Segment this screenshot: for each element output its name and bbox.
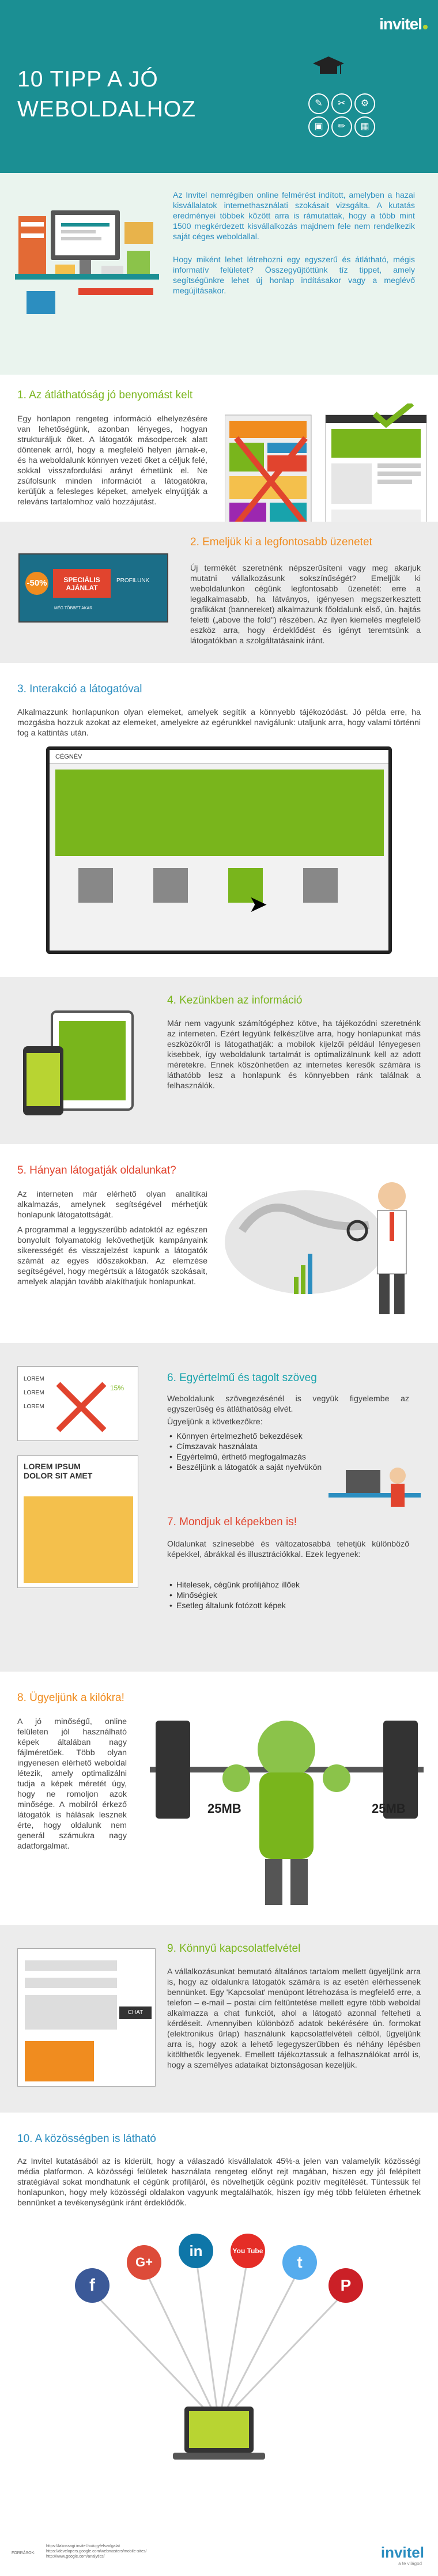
mock-list-1: LOREM <box>24 1376 44 1382</box>
source-link[interactable]: https://developers.google.com/webmasters/mobile-sites/ <box>46 2549 147 2554</box>
grid-icon: ▦ <box>354 116 375 137</box>
section-10-text: Az Invitel kutatásából az is kiderült, hogy a válaszadó kisvállalatok 45%-a jelen van valamelyik közösségi média platformon. A közösségi felületek használata rengeteg előnyt rejt magában, hiszen egy jól felépített stratégiával sokat mondhatunk el cégünk profiljáról, és növelhetjük cégünk pozitív megítélését. Tüntessük fel honlapunkon, hogy mely közösségi oldalakon vagyunk megtalálhatók, hiszen így még több felületen érhetnek bennünket a tevékenységünk iránt érdeklődők. <box>17 2157 421 2208</box>
hero <box>0 0 438 375</box>
pinterest-icon: P <box>328 2268 363 2303</box>
map-block <box>25 2041 94 2081</box>
weightlifter-illustration <box>144 1686 429 1911</box>
list-item: • Könnyen értelmezhető bekezdések <box>167 1431 409 1441</box>
section-6-sub: Ügyeljünk a következőkre: <box>167 1417 263 1427</box>
section-3-title: 3. Interakció a látogatóval <box>17 683 142 695</box>
contact-form-mockup <box>17 1948 156 2087</box>
section-3 <box>0 663 438 977</box>
section-9-title: 9. Könnyű kapcsolatfelvétel <box>167 1943 301 1955</box>
graduation-hat-icon <box>312 55 345 78</box>
list-item: • Egyértelmű, érthető megfogalmazás <box>167 1451 409 1462</box>
section-10-title: 10. A közösségben is látható <box>17 2133 156 2145</box>
wrench-icon: ✂ <box>331 93 352 114</box>
section-8 <box>0 1672 438 1925</box>
intro-text: Az Invitel nemrégiben online felmérést indított, amelyben a hazai kisvállalatok internethasználati szokásait vizsgálta. A kutatás eredményei többek között arra is rámutattak, hogy a több mint 1500 megkérdezett kisvállalkozás majdnem fele nem rendelkezik saját céges weboldallal. Hogy miként lehet létrehozni egy egyszerű és átlátható, mégis informatív felületet? Összegyűjtöttünk tíz tippet, amely segítségünkre lehet új honlap indításakor vagy a meglévő megújításakor. <box>173 191 415 296</box>
image-icon: ▣ <box>308 116 329 137</box>
section-3-text: Alkalmazzunk honlapunkon olyan elemeket, amelyek segítik a könnyebb tájékozódást. Jó példa erre, ha mozgásba hozzuk azokat az elemeket, amelyekre az egérunkkel navigálunk: utaljunk arra, hogy valami történni fog a kattintás után. <box>17 708 421 738</box>
linkedin-icon: in <box>179 2234 213 2268</box>
mock-logo: CÉGNÉV <box>50 750 388 764</box>
banner-offer: SPECIÁLIS AJÁNLAT <box>53 569 111 598</box>
desk-illustration <box>15 187 159 320</box>
gear-icon: ⚙ <box>354 93 375 114</box>
cross-icon <box>52 1378 110 1436</box>
section-10 <box>0 2113 438 2539</box>
section-7-list <box>167 1579 409 1611</box>
chat-badge: CHAT <box>119 2007 152 2019</box>
banner-mockup <box>18 553 168 623</box>
section-4-title: 4. Kezünkben az információ <box>167 994 303 1006</box>
section-5-text-2: A programmal a leggyszerűbb adatoktól az egészen bonyolult folyamatokig lekövethetjük kampányaink sikerességét és visszajelzést kapunk a látogatók számát az egyes időszakokban. Az elemzése segítségével, hogy megértsük a látogatók szokásait, amelyek alapján tovább alakíthatjuk honlapunkat. <box>17 1225 207 1287</box>
section-7-text: Oldalunkat színesebbé és változatosabbá tehetjük különböző képekkel, ábrákkal és illusztrációkkal. Ezek legyenek: <box>167 1540 409 1559</box>
text-mockup-bad <box>17 1366 138 1441</box>
mock-list-2: LOREM <box>24 1390 44 1396</box>
banner-side: PROFILUNK <box>116 578 150 584</box>
section-6-7 <box>0 1343 438 1672</box>
form-field <box>25 1995 117 2030</box>
mock-card-4 <box>303 868 338 903</box>
section-1-text: Egy honlapon rengeteg információ elhelyezésére van lehetőségünk, azonban lényeges, hogyan strukturáljuk őket. A látogatók másodpercek alatt döntenek arról, hogy a megfelelő helyen járnak-e, és ha weboldalunk könnyen vezeti őket a céljuk felé, sokkal visszafordulási arányt érhetünk el. Ne zsúfolsunk minden információt a látogatókra, kerüljük a felesleges képeket, amelyek elnyújtják a releváns tartalomhoz való hozzájutást. <box>17 414 207 507</box>
section-9-text: A vállalkozásunkat bemutató általános tartalom mellett ügyeljünk arra is, hogy az oldalunkra látogatók számára is az esetén elérhessenek bennünket. Egy 'Kapcsolat' menüpont létrehozása is megfelelő erre, a telefon – e-mail – postai cím feltüntetése mellett egyre több weboldal alkalmazza a chat funkciót, ahol a látogató azonnal felteheti a kérdéseit. Amennyiben különböző adatok bekérésére ún. formokat (elektronikus űrlap) használunk kapcsolatfelvételi célból, ügyeljünk arra is, hogy azok a lehető legegyszerűbben és néhány lépésben kitölthetők legyenek. Emellett tájékoztassuk a felhasználókat arról is, hogy a személyes adataikat biztonságosan kezeljük. <box>167 1967 421 2070</box>
desk-person-illustration <box>323 1458 426 1522</box>
section-8-title: 8. Ügyeljünk a kilókra! <box>17 1692 124 1704</box>
sources-label: FORRÁSOK: <box>12 2551 36 2555</box>
mock-card-2 <box>153 868 188 903</box>
list-item: • Minőségiek <box>167 1590 409 1600</box>
banner-cta: MÉG TÖBBET AKAR <box>54 606 93 610</box>
twitter-icon: t <box>282 2245 317 2280</box>
source-link[interactable]: https://lakossagi.invitel.hu/ugyfelszolgalat <box>46 2544 120 2548</box>
section-5-text-1: Az interneten már elérhető olyan analitikai alkalmazás, amelynek segítségével mérhetjük honlapunk látogatottságát. <box>17 1190 207 1220</box>
section-5-title: 5. Hányan látogatják oldalunkat? <box>17 1164 176 1176</box>
section-9 <box>0 1925 438 2113</box>
tool-icons <box>307 92 379 138</box>
section-8-text: A jó minőségű, online felületen jól használható képek általában nagy fájlméretűek. Több olyan ingyenesen elérhető weboldal létezik, amely optimalizálni tudja a képek méretét úgy, hogy ne romoljon azok minősége. A mobilról érkező látogatók is hálásak lesznek érte, hogy oldalunk nem generál számukra nagy adatforgalmat. <box>17 1717 127 1851</box>
text-mockup-good <box>17 1455 138 1588</box>
section-4-text: Már nem vagyunk számítógéphez kötve, ha tájékozódni szeretnénk az interneten. Ezért legyünk felkészülve arra, hogy honlapunkat más eszközökről is látogathatják: a mobilok kijelzői például lényegesen kisebbek, így weboldalunk tartalmát is optimalizálnunk kell az adott méretekre. Ennek köszönhetően az internetes keresők számára is láthatóbb lesz a honlapunk és könnyebben ránk találnak a felhasználók. <box>167 1019 421 1091</box>
weight-left: 25MB <box>207 1801 241 1816</box>
facebook-icon: f <box>75 2268 110 2303</box>
weight-right: 25MB <box>372 1801 406 1816</box>
mock-card-1 <box>78 868 113 903</box>
brush-icon: ✎ <box>308 93 329 114</box>
section-6-text: Weboldalunk szövegezésénél is vegyük figyelembe az egyszerűség és átláthatóság elvét. <box>167 1394 409 1414</box>
list-item: • Címszavak használata <box>167 1441 409 1451</box>
analytics-illustration <box>219 1161 426 1323</box>
list-item: • Beszéljünk a látogatók a saját nyelvükön <box>167 1462 409 1472</box>
mock-percent: 15% <box>110 1384 124 1392</box>
google-plus-icon: G+ <box>127 2245 161 2280</box>
footer-brand: invitel <box>380 2544 424 2561</box>
form-field <box>25 1960 117 1971</box>
cursor-icon: ➤ <box>248 892 268 917</box>
sources <box>12 2551 35 2556</box>
form-field <box>25 1978 117 1988</box>
network-illustration <box>58 2234 380 2499</box>
section-1-title: 1. Az átláthatóság jó benyomást kelt <box>17 389 193 401</box>
brand-logo: invitel <box>379 15 428 33</box>
section-2-text: Új termékét szeretnénk népszerűsíteni vagy meg akarjuk mutatni vállalkozásunk sokszínűségét? Emeljük ki weboldalunkon cégünk legfontosabb üzenetét: erre a legalkalmasabb, ha látványos, igényesen megszerkesztett grafikákat (bannereket) alkalmazunk főoldalunk első, ún. hajtás feletti („above the fold") részében. Az ilyen kiemelés megfelelő eszköz arra, hogy érdeklődést és igényt teremtsünk a látogatókban a szolgáltatásaink iránt. <box>190 564 421 646</box>
mock-photo <box>24 1496 133 1583</box>
section-2-title: 2. Emeljük ki a legfontosabb üzenetet <box>190 536 372 548</box>
section-4 <box>0 977 438 1144</box>
section-6-title: 6. Egyértelmű és tagolt szöveg <box>167 1372 317 1384</box>
footer-brand-sub: a te világod <box>398 2561 422 2566</box>
website-mockup <box>46 746 392 954</box>
youtube-icon: You Tube <box>231 2234 265 2268</box>
section-7-title: 7. Mondjuk el képekben is! <box>167 1516 297 1528</box>
mock-hero <box>55 770 384 856</box>
devices-illustration <box>17 1006 144 1121</box>
page-title: 10 TIPP A JÓ WEBOLDALHOZ <box>17 67 197 122</box>
banner-discount: -50% <box>25 572 48 595</box>
list-item: • Hitelesek, cégünk profiljához illőek <box>167 1579 409 1590</box>
mock-lorem: LOREM IPSUM DOLOR SIT AMET <box>24 1462 93 1480</box>
pencil-icon: ✏ <box>331 116 352 137</box>
source-link[interactable]: http://www.google.com/analytics/ <box>46 2555 105 2559</box>
mock-list-3: LOREM <box>24 1404 44 1410</box>
section-2 <box>0 522 438 663</box>
source-links <box>46 2544 146 2559</box>
list-item: • Esetleg általunk fotózott képek <box>167 1600 409 1611</box>
section-5 <box>0 1144 438 1343</box>
